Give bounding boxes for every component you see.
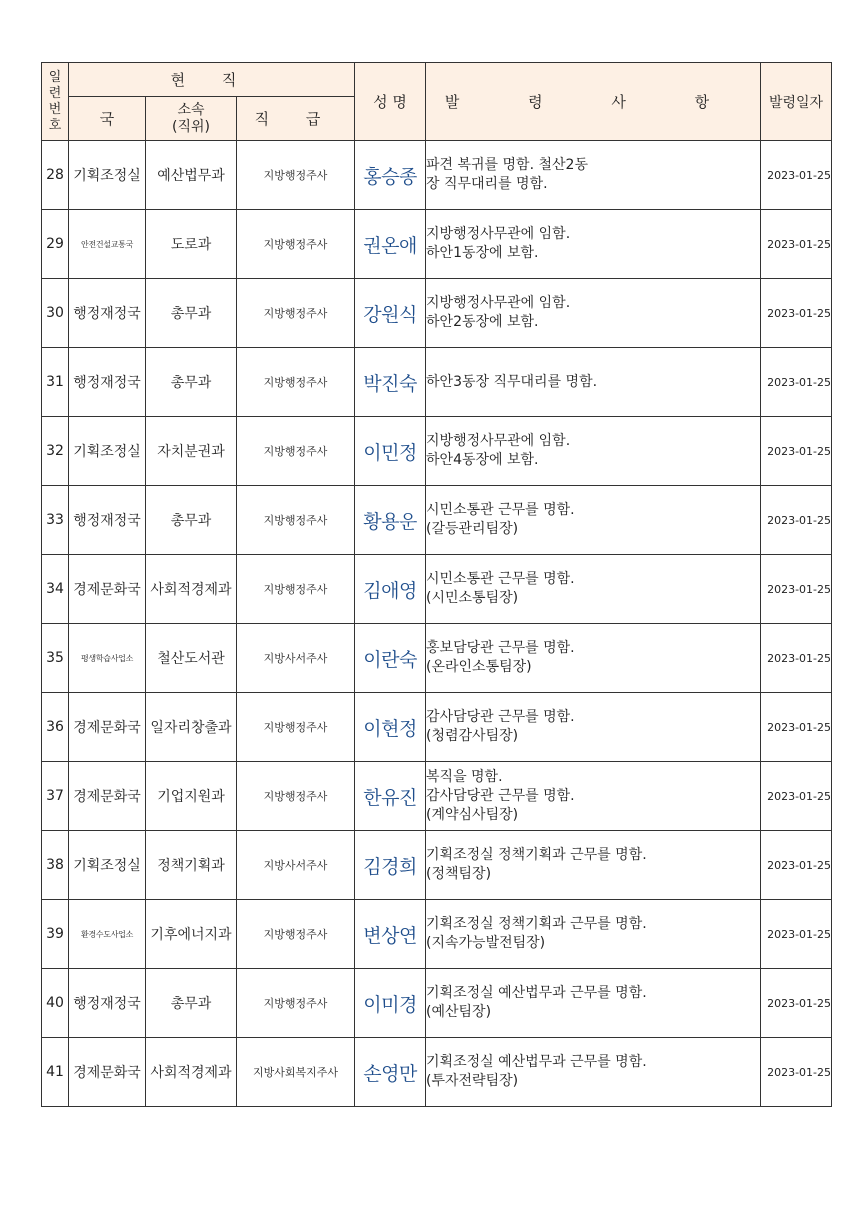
action-cell: 지방행정사무관에 임함. 하안4동장에 보함. [426, 417, 761, 486]
name-cell: 이란숙 [355, 624, 426, 693]
table-row [42, 1038, 832, 1107]
row-number: 35 [42, 624, 69, 693]
bureau-cell: 경제문화국 [69, 693, 146, 762]
table-row [42, 831, 832, 900]
name-cell: 이민정 [355, 417, 426, 486]
team-cell: 일자리창출과 [146, 693, 237, 762]
team-cell: 사회적경제과 [146, 1038, 237, 1107]
team-cell: 도로과 [146, 210, 237, 279]
date-cell: 2023-01-25 [761, 141, 832, 210]
team-cell: 기업지원과 [146, 762, 237, 831]
bureau-cell: 행정재정국 [69, 969, 146, 1038]
action-cell: 시민소통관 근무를 명함. (시민소통팀장) [426, 555, 761, 624]
name-cell: 한유진 [355, 762, 426, 831]
table-header [42, 63, 832, 141]
bureau-cell: 기획조정실 [69, 831, 146, 900]
table-row [42, 348, 832, 417]
grade-cell: 지방사회복지주사 [237, 1038, 355, 1107]
team-cell: 총무과 [146, 969, 237, 1038]
table-row [42, 141, 832, 210]
row-number: 33 [42, 486, 69, 555]
row-number: 41 [42, 1038, 69, 1107]
date-cell: 2023-01-25 [761, 762, 832, 831]
team-cell: 정책기획과 [146, 831, 237, 900]
team-cell: 자치분권과 [146, 417, 237, 486]
row-number: 38 [42, 831, 69, 900]
row-number: 31 [42, 348, 69, 417]
grade-cell: 지방행정주사 [237, 417, 355, 486]
row-number: 40 [42, 969, 69, 1038]
grade-cell: 지방행정주사 [237, 693, 355, 762]
team-cell: 예산법무과 [146, 141, 237, 210]
bureau-cell: 행정재정국 [69, 348, 146, 417]
action-cell: 하안3동장 직무대리를 명함. [426, 348, 761, 417]
affiliation-header: 소속 (직위) [146, 97, 237, 141]
row-number: 30 [42, 279, 69, 348]
action-cell: 복직을 명함. 감사담당관 근무를 명함. (계약심사팀장) [426, 762, 761, 831]
grade-cell: 지방사서주사 [237, 831, 355, 900]
grade-cell: 지방행정주사 [237, 762, 355, 831]
team-cell: 사회적경제과 [146, 555, 237, 624]
row-number: 32 [42, 417, 69, 486]
row-number: 29 [42, 210, 69, 279]
date-cell: 2023-01-25 [761, 900, 832, 969]
bureau-cell: 경제문화국 [69, 1038, 146, 1107]
action-cell: 감사담당관 근무를 명함. (청렴감사팀장) [426, 693, 761, 762]
date-cell: 2023-01-25 [761, 279, 832, 348]
grade-cell: 지방사서주사 [237, 624, 355, 693]
bureau-cell: 행정재정국 [69, 279, 146, 348]
date-cell: 2023-01-25 [761, 417, 832, 486]
name-cell: 김애영 [355, 555, 426, 624]
grade-cell: 지방행정주사 [237, 279, 355, 348]
name-cell: 손영만 [355, 1038, 426, 1107]
table-row [42, 486, 832, 555]
grade-cell: 지방행정주사 [237, 348, 355, 417]
row-number: 36 [42, 693, 69, 762]
action-cell: 홍보담당관 근무를 명함. (온라인소통팀장) [426, 624, 761, 693]
action-header: 발 령 사 항 [426, 63, 761, 141]
action-cell: 기획조정실 정책기획과 근무를 명함. (지속가능발전팀장) [426, 900, 761, 969]
date-cell: 2023-01-25 [761, 348, 832, 417]
row-number: 37 [42, 762, 69, 831]
action-cell: 파견 복귀를 명함. 철산2동 장 직무대리를 명함. [426, 141, 761, 210]
action-cell: 기획조정실 예산법무과 근무를 명함. (예산팀장) [426, 969, 761, 1038]
action-cell: 기획조정실 예산법무과 근무를 명함. (투자전략팀장) [426, 1038, 761, 1107]
date-cell: 2023-01-25 [761, 486, 832, 555]
personnel-appointment-table [41, 62, 832, 1107]
serial-number-header: 일 련 번 호 [42, 63, 69, 141]
table-row [42, 210, 832, 279]
name-cell: 이현정 [355, 693, 426, 762]
bureau-cell: 경제문화국 [69, 555, 146, 624]
current-post-header: 현 직 [69, 63, 355, 97]
table-row [42, 693, 832, 762]
date-cell: 2023-01-25 [761, 1038, 832, 1107]
team-cell: 철산도서관 [146, 624, 237, 693]
table-row [42, 417, 832, 486]
name-cell: 김경희 [355, 831, 426, 900]
row-number: 34 [42, 555, 69, 624]
bureau-cell: 기획조정실 [69, 417, 146, 486]
table-row [42, 624, 832, 693]
bureau-cell: 경제문화국 [69, 762, 146, 831]
action-cell: 지방행정사무관에 임함. 하안1동장에 보함. [426, 210, 761, 279]
grade-cell: 지방행정주사 [237, 141, 355, 210]
row-number: 28 [42, 141, 69, 210]
date-cell: 2023-01-25 [761, 693, 832, 762]
team-cell: 기후에너지과 [146, 900, 237, 969]
date-cell: 2023-01-25 [761, 969, 832, 1038]
date-header: 발령일자 [761, 63, 832, 141]
name-cell: 강원식 [355, 279, 426, 348]
name-cell: 권온애 [355, 210, 426, 279]
grade-cell: 지방행정주사 [237, 969, 355, 1038]
bureau-header: 국 [69, 97, 146, 141]
team-cell: 총무과 [146, 279, 237, 348]
name-cell: 변상연 [355, 900, 426, 969]
grade-cell: 지방행정주사 [237, 210, 355, 279]
action-cell: 기획조정실 정책기획과 근무를 명함. (정책팀장) [426, 831, 761, 900]
table-row [42, 900, 832, 969]
table-row [42, 279, 832, 348]
bureau-cell: 환경수도사업소 [69, 900, 146, 969]
action-cell: 시민소통관 근무를 명함. (갈등관리팀장) [426, 486, 761, 555]
name-header: 성 명 [355, 63, 426, 141]
team-cell: 총무과 [146, 348, 237, 417]
team-cell: 총무과 [146, 486, 237, 555]
grade-cell: 지방행정주사 [237, 555, 355, 624]
table-body [42, 141, 832, 1107]
table-row [42, 969, 832, 1038]
name-cell: 이미경 [355, 969, 426, 1038]
grade-cell: 지방행정주사 [237, 900, 355, 969]
grade-cell: 지방행정주사 [237, 486, 355, 555]
date-cell: 2023-01-25 [761, 210, 832, 279]
row-number: 39 [42, 900, 69, 969]
bureau-cell: 평생학습사업소 [69, 624, 146, 693]
bureau-cell: 기획조정실 [69, 141, 146, 210]
name-cell: 박진숙 [355, 348, 426, 417]
date-cell: 2023-01-25 [761, 555, 832, 624]
name-cell: 홍승종 [355, 141, 426, 210]
name-cell: 황용운 [355, 486, 426, 555]
date-cell: 2023-01-25 [761, 624, 832, 693]
action-cell: 지방행정사무관에 임함. 하안2동장에 보함. [426, 279, 761, 348]
bureau-cell: 안전건설교통국 [69, 210, 146, 279]
grade-header: 직 급 [237, 97, 355, 141]
bureau-cell: 행정재정국 [69, 486, 146, 555]
table-row [42, 762, 832, 831]
table-row [42, 555, 832, 624]
date-cell: 2023-01-25 [761, 831, 832, 900]
